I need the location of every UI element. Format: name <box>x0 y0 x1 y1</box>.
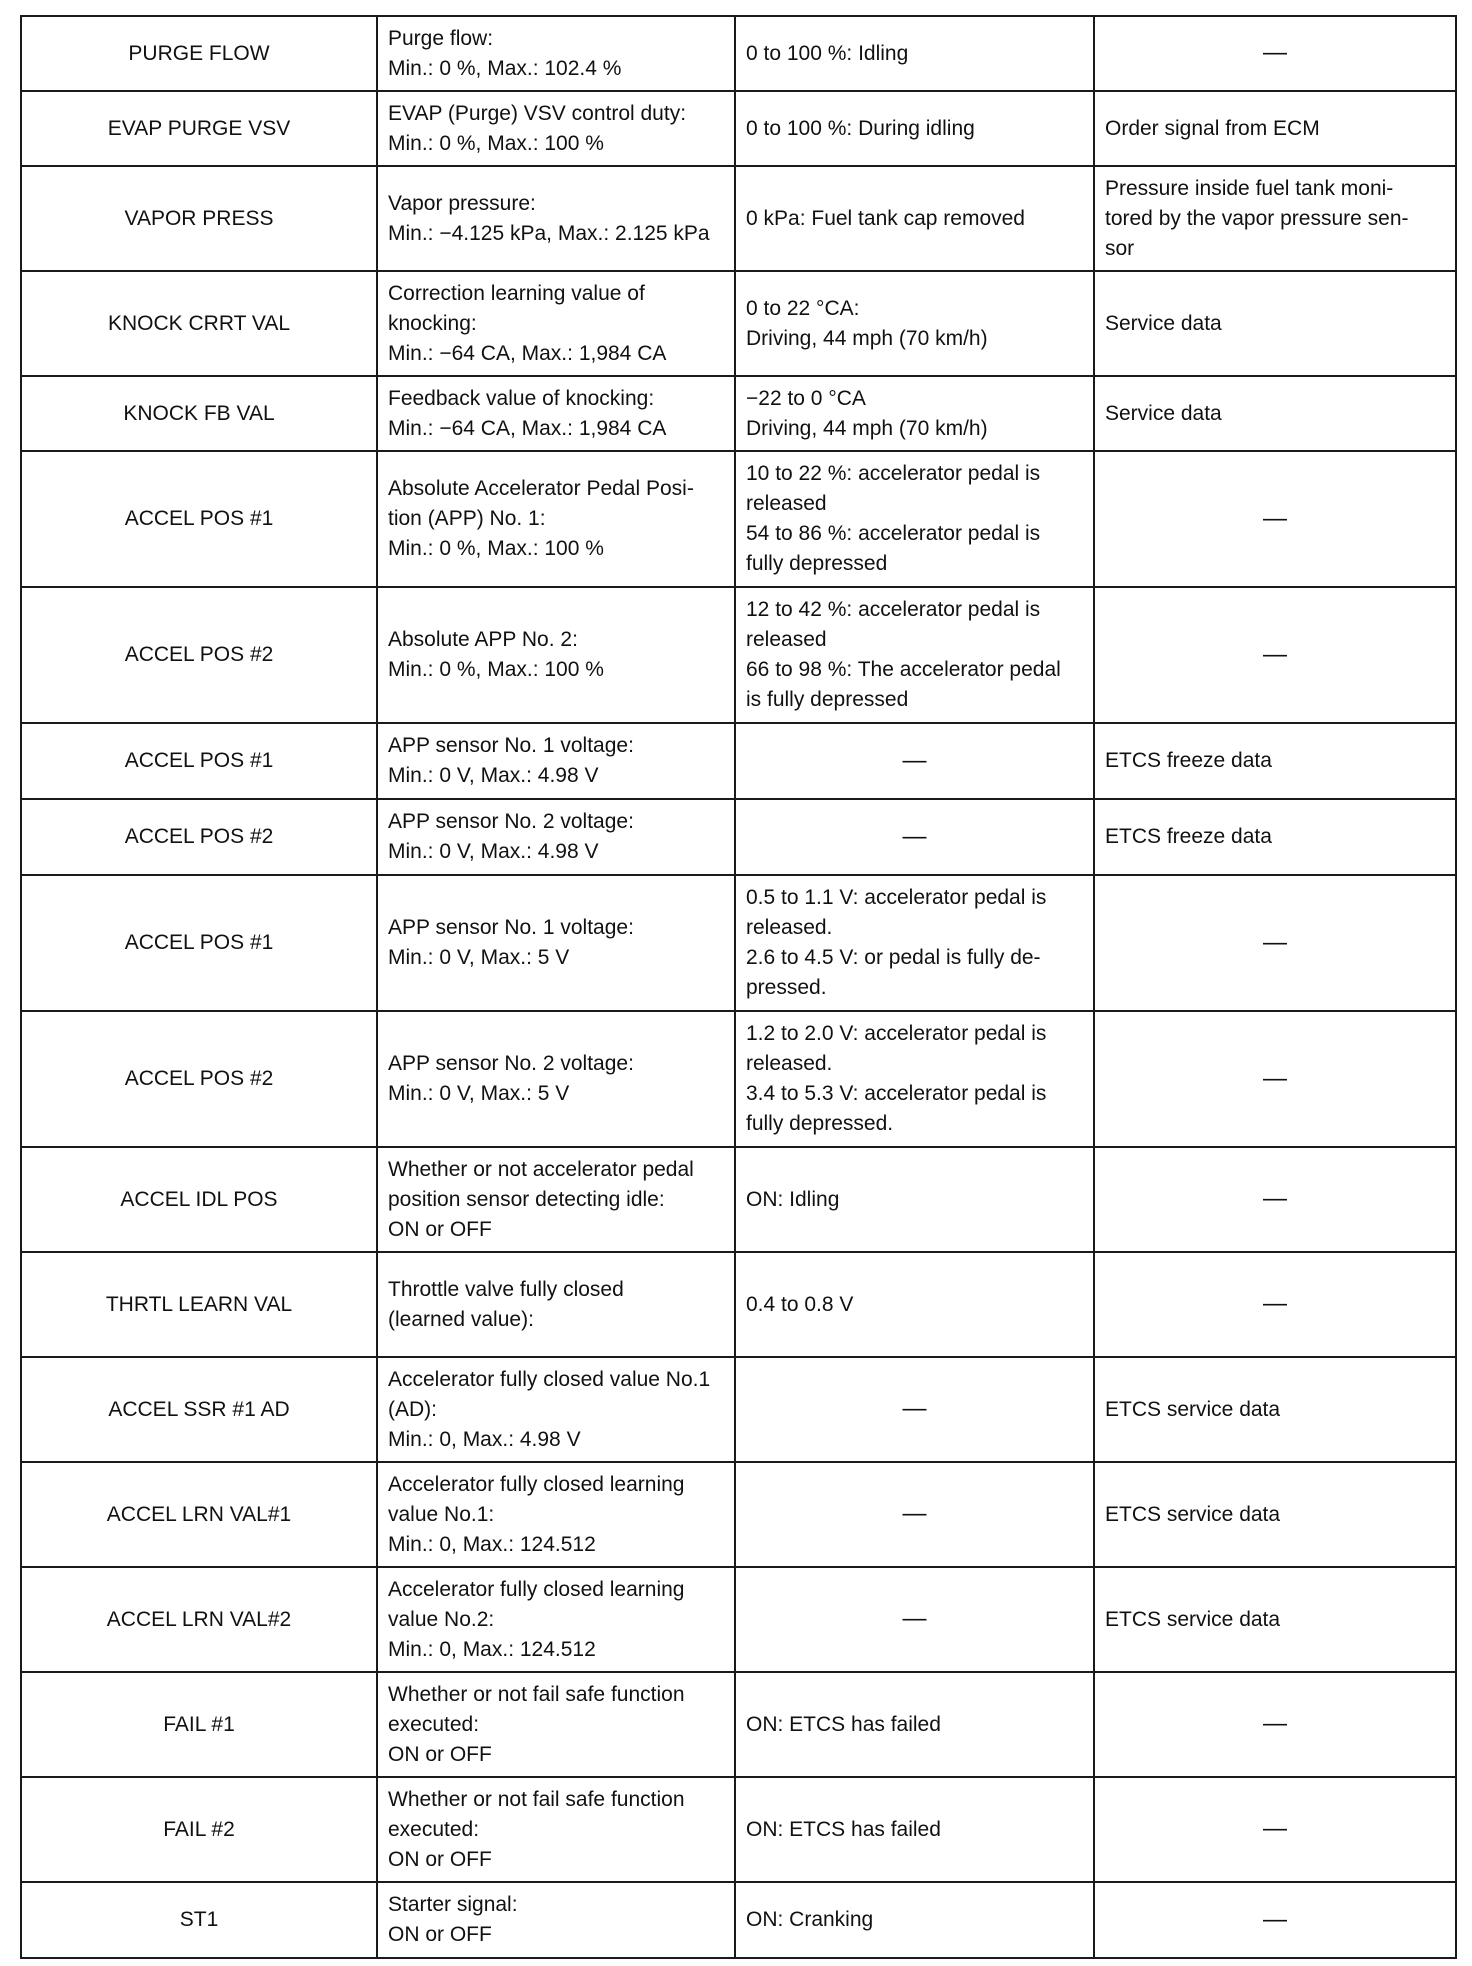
item-label: ST1 <box>179 1908 219 1931</box>
cell-line: 0 kPa: Fuel tank cap removed <box>746 206 1025 230</box>
diagnostic-note-cell <box>1094 1011 1456 1147</box>
cell-line: ON: ETCS has failed <box>746 1817 941 1841</box>
cell-line: Driving, 44 mph (70 km/h) <box>746 326 988 350</box>
item-cell <box>21 799 377 875</box>
item-cell <box>21 1147 377 1252</box>
normal-condition-cell <box>735 16 1094 91</box>
cell-line: −22 to 0 °CA <box>746 386 866 410</box>
item-cell <box>21 91 377 166</box>
empty-dash: — <box>902 822 927 850</box>
cell-line: ON or OFF <box>388 1217 492 1241</box>
cell-line: Min.: 0 %, Max.: 102.4 % <box>388 56 622 80</box>
normal-condition-cell <box>735 451 1094 587</box>
normal-condition-cell <box>735 1011 1094 1147</box>
table-row <box>21 587 1456 723</box>
measurement-cell <box>377 1672 735 1777</box>
cell-line: APP sensor No. 1 voltage: <box>388 734 634 757</box>
cell-line: ON or OFF <box>388 1923 492 1946</box>
table-row <box>21 1252 1456 1357</box>
measurement-cell <box>377 1357 735 1462</box>
item-label: ACCEL POS #1 <box>124 931 274 954</box>
table-row <box>21 271 1456 376</box>
cell-line: Min.: 0 V, Max.: 4.98 V <box>388 840 599 863</box>
cell-line: Whether or not fail safe function <box>388 1787 685 1811</box>
diagnostic-note-cell <box>1094 1462 1456 1567</box>
measurement-cell <box>377 875 735 1011</box>
cell-line: Accelerator fully closed learning <box>388 1577 685 1601</box>
cell-line: ETCS freeze data <box>1105 749 1272 772</box>
empty-dash: — <box>1263 1815 1287 1842</box>
diagnostic-note-cell <box>1094 1567 1456 1672</box>
cell-line: Min.: 0 V, Max.: 5 V <box>388 1082 570 1105</box>
empty-dash: — <box>1263 504 1287 532</box>
item-label: FAIL #1 <box>163 1712 235 1736</box>
item-cell <box>21 451 377 587</box>
empty-dash: — <box>902 1605 927 1632</box>
cell-line: is fully depressed <box>746 688 909 711</box>
cell-line: Min.: 0, Max.: 4.98 V <box>388 1427 581 1451</box>
item-cell <box>21 1777 377 1882</box>
normal-condition-cell <box>735 875 1094 1011</box>
empty-dash: — <box>1263 1905 1287 1933</box>
item-label: KNOCK CRRT VAL <box>107 311 291 335</box>
cell-line: ON: ETCS has failed <box>746 1712 941 1736</box>
cell-line: 0.4 to 0.8 V <box>746 1292 854 1316</box>
measurement-cell <box>377 1252 735 1357</box>
item-cell <box>21 1882 377 1958</box>
cell-line: Accelerator fully closed learning <box>388 1472 685 1496</box>
item-cell <box>21 1011 377 1147</box>
measurement-cell <box>377 166 735 271</box>
measurement-cell <box>377 1462 735 1567</box>
cell-line: tored by the vapor pressure sen- <box>1105 206 1409 230</box>
normal-condition-cell <box>735 271 1094 376</box>
measurement-cell <box>377 799 735 875</box>
table-row <box>21 1011 1456 1147</box>
diagnostic-note-cell <box>1094 875 1456 1011</box>
table-row <box>21 166 1456 271</box>
diagnostic-note-cell <box>1094 1882 1456 1958</box>
item-cell <box>21 1672 377 1777</box>
cell-line: Min.: 0 V, Max.: 4.98 V <box>388 764 599 787</box>
diagnostic-note-cell <box>1094 271 1456 376</box>
measurement-cell <box>377 1777 735 1882</box>
cell-line: 2.6 to 4.5 V: or pedal is fully de- <box>746 946 1041 969</box>
cell-line: released. <box>746 1052 833 1075</box>
cell-line: 12 to 42 %: accelerator pedal is <box>746 598 1041 621</box>
diagnostic-note-cell <box>1094 799 1456 875</box>
cell-line: released. <box>746 916 833 939</box>
measurement-cell <box>377 16 735 91</box>
cell-line: knocking: <box>388 311 477 335</box>
cell-line: Service data <box>1105 311 1222 335</box>
table-row <box>21 1672 1456 1777</box>
table-row <box>21 376 1456 451</box>
cell-line: Accelerator fully closed value No.1 <box>388 1367 711 1391</box>
cell-line: ON or OFF <box>388 1742 492 1766</box>
empty-dash: — <box>1263 39 1287 66</box>
item-label: ACCEL POS #1 <box>124 507 274 530</box>
table-body <box>21 16 1456 1958</box>
measurement-cell <box>377 376 735 451</box>
cell-line: Min.: 0 %, Max.: 100 % <box>388 537 604 560</box>
diagnostic-note-cell <box>1094 1672 1456 1777</box>
item-label: ACCEL SSR #1 AD <box>108 1397 290 1421</box>
item-cell <box>21 376 377 451</box>
cell-line: 3.4 to 5.3 V: accelerator pedal is <box>746 1082 1047 1105</box>
cell-line: APP sensor No. 1 voltage: <box>388 916 634 939</box>
measurement-cell <box>377 1147 735 1252</box>
normal-condition-cell <box>735 723 1094 799</box>
cell-line: Starter signal: <box>388 1893 518 1916</box>
diagnostic-note-cell <box>1094 376 1456 451</box>
cell-line: fully depressed <box>746 552 888 575</box>
cell-line: ETCS service data <box>1105 1607 1281 1631</box>
cell-line: Throttle valve fully closed <box>388 1277 624 1301</box>
item-cell <box>21 875 377 1011</box>
measurement-cell <box>377 1567 735 1672</box>
item-cell <box>21 16 377 91</box>
cell-line: Min.: 0, Max.: 124.512 <box>388 1532 596 1556</box>
table-row <box>21 1357 1456 1462</box>
empty-dash: — <box>1263 1064 1287 1092</box>
normal-condition-cell <box>735 1882 1094 1958</box>
table-row <box>21 799 1456 875</box>
cell-line: sor <box>1105 236 1135 260</box>
cell-line: executed: <box>388 1817 480 1841</box>
cell-line: Min.: 0 %, Max.: 100 % <box>388 131 604 155</box>
cell-line: fully depressed. <box>746 1112 894 1135</box>
cell-line: Min.: 0, Max.: 124.512 <box>388 1637 596 1661</box>
cell-line: value No.1: <box>388 1502 495 1526</box>
item-label: EVAP PURGE VSV <box>107 116 291 140</box>
table-row <box>21 1567 1456 1672</box>
table-row <box>21 723 1456 799</box>
cell-line: 0 to 22 °CA: <box>746 296 860 320</box>
measurement-cell <box>377 587 735 723</box>
cell-line: 66 to 98 %: The accelerator pedal <box>746 658 1061 681</box>
empty-dash: — <box>1263 1185 1287 1212</box>
cell-line: 0 to 100 %: Idling <box>746 41 909 65</box>
cell-line: Correction learning value of <box>388 281 645 305</box>
item-label: ACCEL POS #2 <box>124 643 274 666</box>
cell-line: Whether or not accelerator pedal <box>388 1157 694 1181</box>
cell-line: 54 to 86 %: accelerator pedal is <box>746 522 1041 545</box>
table-row <box>21 16 1456 91</box>
table-row <box>21 875 1456 1011</box>
cell-line: Absolute APP No. 2: <box>388 628 578 651</box>
data-list-sheet <box>20 15 1455 1959</box>
item-label: ACCEL LRN VAL#2 <box>106 1607 292 1631</box>
table-row <box>21 1882 1456 1958</box>
item-cell <box>21 587 377 723</box>
item-cell <box>21 1357 377 1462</box>
item-cell <box>21 166 377 271</box>
cell-line: Feedback value of knocking: <box>388 386 655 410</box>
item-label: VAPOR PRESS <box>124 206 274 230</box>
cell-line: Pressure inside fuel tank moni- <box>1105 176 1394 200</box>
table-row <box>21 1147 1456 1252</box>
measurement-cell <box>377 1882 735 1958</box>
measurement-cell <box>377 723 735 799</box>
item-label: ACCEL POS #2 <box>124 825 274 848</box>
item-cell <box>21 723 377 799</box>
cell-line: Min.: 0 %, Max.: 100 % <box>388 658 604 681</box>
item-label: FAIL #2 <box>163 1817 235 1841</box>
item-cell <box>21 1462 377 1567</box>
diagnostic-note-cell <box>1094 166 1456 271</box>
measurement-cell <box>377 271 735 376</box>
empty-dash: — <box>902 1500 927 1527</box>
cell-line: 0 to 100 %: During idling <box>746 116 975 140</box>
cell-line: ETCS service data <box>1105 1397 1281 1421</box>
empty-dash: — <box>1263 1290 1287 1317</box>
cell-line: value No.2: <box>388 1607 495 1631</box>
item-cell <box>21 1252 377 1357</box>
diagnostic-note-cell <box>1094 1777 1456 1882</box>
cell-line: pressed. <box>746 976 827 999</box>
normal-condition-cell <box>735 1357 1094 1462</box>
diagnostic-note-cell <box>1094 91 1456 166</box>
empty-dash: — <box>1263 1710 1287 1737</box>
cell-line: ETCS freeze data <box>1105 825 1272 848</box>
cell-line: Min.: −4.125 kPa, Max.: 2.125 kPa <box>388 221 710 245</box>
table-row <box>21 91 1456 166</box>
diagnostic-note-cell <box>1094 587 1456 723</box>
cell-line: executed: <box>388 1712 480 1736</box>
cell-line: Min.: −64 CA, Max.: 1,984 CA <box>388 416 667 440</box>
measurement-cell <box>377 91 735 166</box>
normal-condition-cell <box>735 1567 1094 1672</box>
diagnostic-note-cell <box>1094 16 1456 91</box>
cell-line: Absolute Accelerator Pedal Posi- <box>388 477 694 500</box>
cell-line: released <box>746 628 827 651</box>
diagnostic-note-cell <box>1094 1147 1456 1252</box>
normal-condition-cell <box>735 1777 1094 1882</box>
empty-dash: — <box>1263 928 1287 956</box>
item-label: ACCEL POS #1 <box>124 749 274 772</box>
cell-line: ON or OFF <box>388 1847 492 1871</box>
cell-line: ON: Idling <box>746 1187 840 1211</box>
item-label: KNOCK FB VAL <box>123 401 275 425</box>
data-list-table <box>20 15 1457 1959</box>
empty-dash: — <box>1263 640 1287 668</box>
normal-condition-cell <box>735 799 1094 875</box>
diagnostic-note-cell <box>1094 1252 1456 1357</box>
cell-line: Service data <box>1105 401 1222 425</box>
diagnostic-note-cell <box>1094 451 1456 587</box>
empty-dash: — <box>902 1395 927 1422</box>
normal-condition-cell <box>735 1252 1094 1357</box>
cell-line: 1.2 to 2.0 V: accelerator pedal is <box>746 1022 1047 1045</box>
cell-line: EVAP (Purge) VSV control duty: <box>388 101 687 125</box>
diagnostic-note-cell <box>1094 1357 1456 1462</box>
table-row <box>21 1777 1456 1882</box>
normal-condition-cell <box>735 166 1094 271</box>
cell-line: Vapor pressure: <box>388 191 536 215</box>
item-label: ACCEL LRN VAL#1 <box>106 1502 292 1526</box>
normal-condition-cell <box>735 587 1094 723</box>
item-label: PURGE FLOW <box>128 41 270 65</box>
cell-line: tion (APP) No. 1: <box>388 507 546 530</box>
table-row <box>21 1462 1456 1567</box>
empty-dash: — <box>902 746 927 774</box>
cell-line: (learned value): <box>388 1307 534 1331</box>
cell-line: Whether or not fail safe function <box>388 1682 685 1706</box>
item-label: THRTL LEARN VAL <box>105 1292 293 1316</box>
cell-line: released <box>746 492 827 515</box>
cell-line: APP sensor No. 2 voltage: <box>388 1052 634 1075</box>
cell-line: APP sensor No. 2 voltage: <box>388 810 634 833</box>
normal-condition-cell <box>735 91 1094 166</box>
item-cell <box>21 1567 377 1672</box>
measurement-cell <box>377 1011 735 1147</box>
cell-line: ETCS service data <box>1105 1502 1281 1526</box>
normal-condition-cell <box>735 1147 1094 1252</box>
item-label: ACCEL IDL POS <box>120 1187 278 1211</box>
normal-condition-cell <box>735 1462 1094 1567</box>
diagnostic-note-cell <box>1094 723 1456 799</box>
cell-line: Min.: −64 CA, Max.: 1,984 CA <box>388 341 667 365</box>
cell-line: (AD): <box>388 1397 437 1421</box>
cell-line: ON: Cranking <box>746 1908 874 1931</box>
cell-line: Min.: 0 V, Max.: 5 V <box>388 946 570 969</box>
cell-line: position sensor detecting idle: <box>388 1187 665 1211</box>
item-label: ACCEL POS #2 <box>124 1067 274 1090</box>
item-cell <box>21 271 377 376</box>
cell-line: Driving, 44 mph (70 km/h) <box>746 416 988 440</box>
normal-condition-cell <box>735 1672 1094 1777</box>
normal-condition-cell <box>735 376 1094 451</box>
cell-line: 0.5 to 1.1 V: accelerator pedal is <box>746 886 1047 909</box>
table-row <box>21 451 1456 587</box>
measurement-cell <box>377 451 735 587</box>
cell-line: Order signal from ECM <box>1105 116 1320 140</box>
cell-line: Purge flow: <box>388 26 494 50</box>
cell-line: 10 to 22 %: accelerator pedal is <box>746 462 1041 485</box>
